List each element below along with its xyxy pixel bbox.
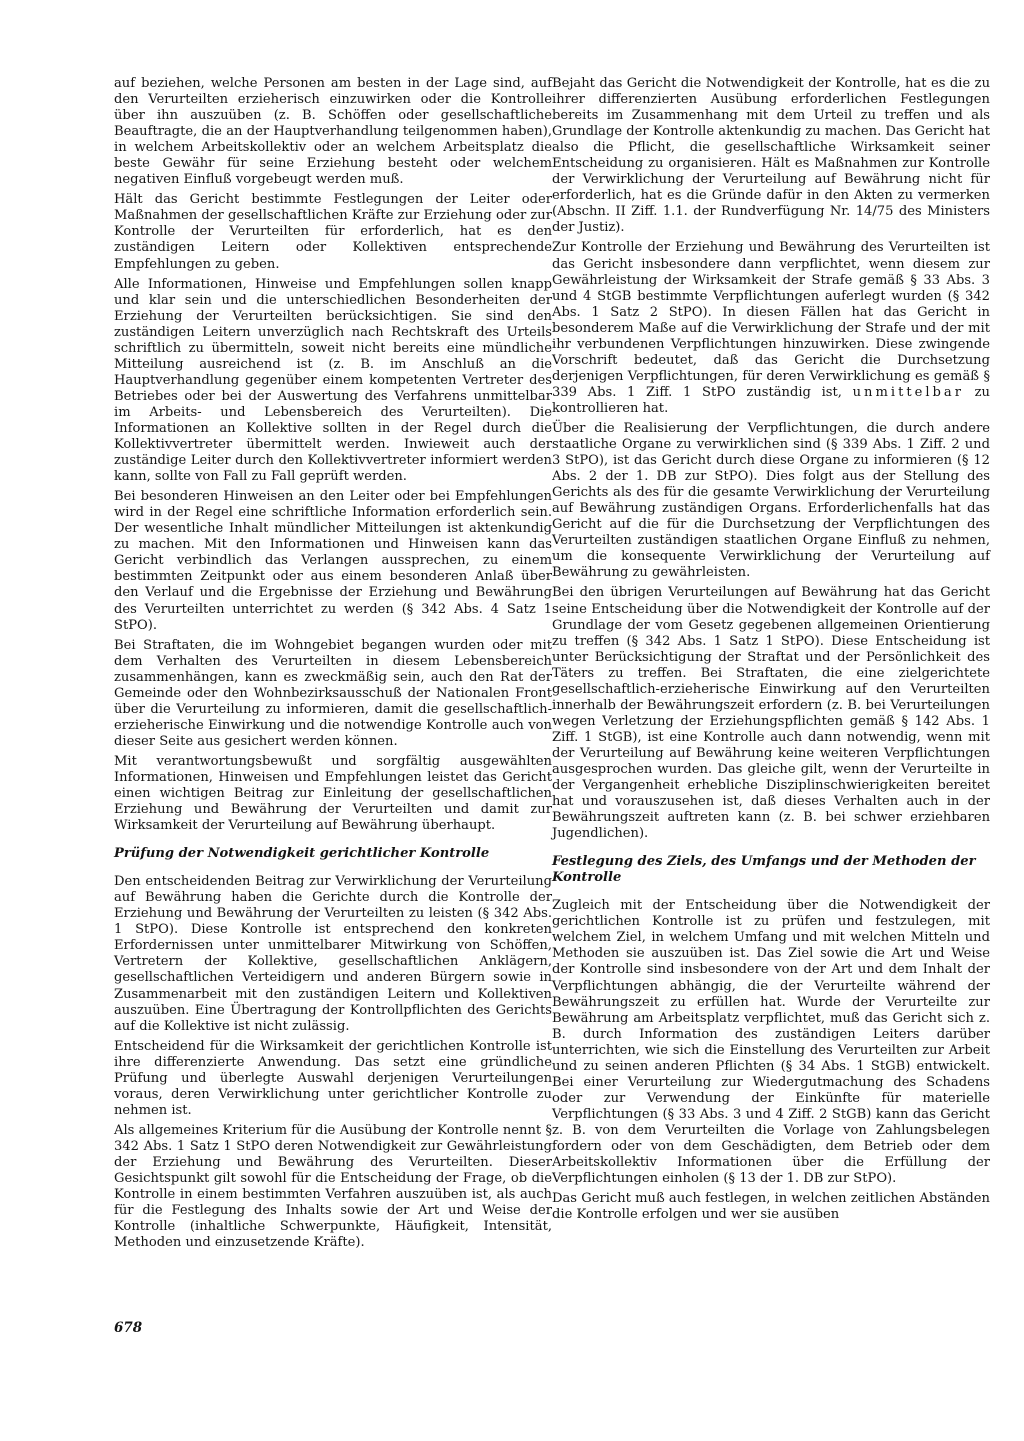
paragraph-text: zu kontrollieren hat. [552, 384, 990, 416]
paragraph: Entscheidend für die Wirksamkeit der gerichtlichen Kontrolle ist ihre differenzierte Anwendung. Das setzt eine gründliche Prüfung und überlegte Auswahl derjenigen Verurteilungen voraus, deren Verwirklichung unter gerichtlicher Kontrolle zu nehmen ist. [114, 1038, 552, 1118]
paragraph-text: Zur Kontrolle der Erziehung und Bewährung des Verurteilten ist das Gericht insbesondere dann verpflichtet, wenn diesem zur Gewährleistung der Wirksamkeit der Strafe gemäß § 33 Abs. 3 und 4 StGB bestimmte Verpflichtungen auferlegt wurden (§ 342 Abs. 1 Satz 2 StPO). In diesen Fällen hat das Gericht in besonderem Maße auf die Verwirklichung der Strafe und der mit ihr verbundenen Verpflichtungen hinzuwirken. Diese zwingende Vorschrift bedeutet, daß das Gericht die Durchsetzung derjenigen Verpflichtungen, für deren Verwirklichung es gemäß § 339 Abs. 1 Ziff. 1 StPO zuständig ist, [552, 240, 990, 400]
paragraph: Zugleich mit der Entscheidung über die Notwendigkeit der gerichtlichen Kontrolle ist zu prüfen und festzulegen, mit welchem Ziel, in welchem Umfang und mit welchen Mitteln und Methoden sie auszuüben ist. Das Ziel sowie die Art und Weise der Kontrolle sind insbesondere von der Art und dem Inhalt der Verpflichtungen abhängig, die der Verurteilte während der Bewährungszeit zu erfüllen hat. Wurde der Verurteilte zur Bewährung am Arbeitsplatz verpflichtet, muß das Gericht sich z. B. durch Information des zuständigen Leiters darüber unterrichten, wie sich die Einstellung des Verurteilten zur Arbeit und zu seinen anderen Pflichten (§ 34 Abs. 1 StGB) entwickelt. Bei einer Verurteilung zur Wiedergutmachung des Schadens oder zur Verwendung der Einkünfte für materielle Verpflichtungen (§ 33 Abs. 3 und 4 Ziff. 2 StGB) kann das Gericht z. B. von dem Verurteilten die Vorlage von Zahlungsbelegen fordern oder von dem Geschädigten, dem Betrieb oder dem Arbeitskollektiv Informationen über die Erfüllung der Verpflichtungen einholen (§ 13 der 1. DB zur StPO). [552, 898, 990, 1187]
paragraph: Bei besonderen Hinweisen an den Leiter oder bei Empfehlungen wird in der Regel eine schriftliche Information erforderlich sein. Der wesentliche Inhalt mündlicher Mitteilungen ist aktenkundig zu machen. Mit den Informationen und Hinweisen kann das Gericht verbindlich das Verlangen aussprechen, zu einem bestimmten Zeitpunkt oder aus einem besonderen Anlaß über den Verlauf und die Ergebnisse der Erziehung und Bewährung des Verurteilten unterrichtet zu werden (§ 342 Abs. 4 Satz 1 StPO). [114, 489, 552, 633]
paragraph: Mit verantwortungsbewußt und sorgfältig ausgewählten Informationen, Hinweisen und Empfehlungen leistet das Gericht einen wichtigen Beitrag zur Einleitung der gesellschaftlichen Erziehung und Bewährung der Verurteilten und damit zur Wirksamkeit der Verurteilung auf Bewährung überhaupt. [114, 753, 552, 834]
section-heading: Festlegung des Ziels, des Umfangs und der Methoden der Kontrolle [552, 854, 976, 886]
paragraph [552, 240, 990, 417]
paragraph: Als allgemeines Kriterium für die Ausübung der Kontrolle nennt § 342 Abs. 1 Satz 1 StPO deren Notwendigkeit zur Gewährleistung der Erziehung und Bewährung des Verurteilten. Dieser Gesichtspunkt gilt sowohl für die Entscheidung der Frage, ob die Kontrolle in einem bestimmten Verfahren auszuüben ist, als auch für die Festlegung des Inhalts sowie der Art und Weise der Kontrolle (inhaltliche Schwerpunkte, Häufigkeit, Intensität, Methoden und einzusetzende Kräfte). [114, 1122, 552, 1251]
section-heading: Prüfung der Notwendigkeit gerichtlicher Kontrolle [114, 846, 490, 862]
paragraph: auf beziehen, welche Personen am besten in der Lage sind, auf den Verurteilten erzieherisch einzuwirken oder die Kontrolle über ihn auszuüben (z. B. Schöffen oder gesellschaftliche Beauftragte, die an der Hauptverhandlung teilgenommen haben), in welchem Arbeitskollektiv oder an welchem Arbeitsplatz die beste Gewähr für seine Erziehung besteht oder welchem negativen Einfluß vorgebeugt werden muß. [114, 76, 552, 188]
paragraph: Alle Informationen, Hinweise und Empfehlungen sollen knapp und klar sein und die unterschiedlichen Besonderheiten der Erziehung der Verurteilten berücksichtigen. Sie sind den zuständigen Leitern unverzüglich nach Rechtskraft des Urteils schriftlich zu übermitteln, soweit nicht bereits eine mündliche Mitteilung ausreichend ist (z. B. im Anschluß an die Hauptverhandlung gegenüber einem kompetenten Vertreter des Betriebes oder bei der Auswertung des Verfahrens unmittelbar im Arbeits- und Lebensbereich des Verurteilten). Die Informationen an Kollektive sollten in der Regel durch die Kollektivvertreter übermittelt werden. Inwieweit auch der zuständige Leiter durch den Kollektivvertreter informiert werden kann, sollte von Fall zu Fall geprüft werden. [114, 276, 552, 485]
paragraph: Das Gericht muß auch festlegen, in welchen zeitlichen Abständen die Kontrolle erfolgen und wer sie ausüben [552, 1191, 990, 1223]
paragraph: Bejaht das Gericht die Notwendigkeit der Kontrolle, hat es die zu ihrer differenzierten Ausübung erforderlichen Festlegungen bereits im Zusammenhang mit dem Urteil zu treffen und als Grundlage der Kontrolle aktenkundig zu machen. Das Gericht hat also die Pflicht, die gesellschaftliche Wirksamkeit seiner Entscheidung zu organisieren. Hält es Maßnahmen zur Kontrolle der Verwirklichung der Verurteilung auf Bewährung nicht für erforderlich, hat es die Gründe dafür in den Akten zu vermerken (Abschn. II Ziff. 1.1. der Rundverfügung Nr. 14/75 des Ministers der Justiz). [552, 76, 990, 236]
page-number: 678 [114, 1320, 143, 1336]
left-column [114, 76, 552, 1255]
paragraph: Hält das Gericht bestimmte Festlegungen der Leiter oder Maßnahmen der gesellschaftlichen Kräfte zur Erziehung oder zur Kontrolle der Verurteilten für erforderlich, hat es den zuständigen Leitern oder Kollektiven entsprechende Empfehlungen zu geben. [114, 192, 552, 272]
paragraph: Bei den übrigen Verurteilungen auf Bewährung hat das Gericht seine Entscheidung über die Notwendigkeit der Kontrolle auf der Grundlage der vom Gesetz gegebenen allgemeinen Orientierung zu treffen (§ 342 Abs. 1 Satz 1 StPO). Diese Entscheidung ist unter Berücksichtigung der Straftat und der Persönlichkeit des Täters zu treffen. Bei Straftaten, die eine zielgerichtete gesellschaftlich-erzieherische Einwirkung auf den Verurteilten innerhalb der Bewährungszeit erfordern (z. B. bei Verurteilungen wegen Verletzung der Erziehungspflichten gemäß § 142 Abs. 1 Ziff. 1 StGB), ist eine Kontrolle auch dann notwendig, wenn mit der Verurteilung auf Bewährung keine weiteren Verpflichtungen ausgesprochen wurden. Das gleiche gilt, wenn der Verurteilte in der Vergangenheit erhebliche Disziplinschwierigkeiten bereitet hat und vorauszusehen ist, daß dieses Verhalten auch in der Bewährungszeit auftreten kann (z. B. bei schwer erziehbaren Jugendlichen). [552, 585, 990, 842]
right-column [552, 76, 990, 1227]
paragraph: Bei Straftaten, die im Wohngebiet begangen wurden oder mit dem Verhalten des Verurteilten in diesem Lebensbereich zusammenhängen, kann es zweckmäßig sein, auch den Rat der Gemeinde oder den Wohnbezirksausschuß der Nationalen Front über die Verurteilung zu informieren, damit die gesellschaftlich-erzieherische Einwirkung und die notwendige Kontrolle auch von dieser Seite aus gesichert werden können. [114, 637, 552, 749]
paragraph: Den entscheidenden Beitrag zur Verwirklichung der Verurteilung auf Bewährung haben die Gerichte durch die Kontrolle der Erziehung und Bewährung der Verurteilten zu leisten (§ 342 Abs. 1 StPO). Diese Kontrolle ist entsprechend den konkreten Erfordernissen unter unmittelbarer Mitwirkung von Schöffen, Vertretern der Kollektive, gesellschaftlichen Anklägern, gesellschaftlichen Verteidigern und anderen Bürgern sowie in Zusammenarbeit mit den zuständigen Leitern und Kollektiven auszuüben. Eine Übertragung der Kontrollpflichten des Gerichts auf die Kollektive ist nicht zulässig. [114, 874, 552, 1034]
paragraph: Über die Realisierung der Verpflichtungen, die durch andere staatliche Organe zu verwirklichen sind (§ 339 Abs. 1 Ziff. 2 und 3 StPO), ist das Gericht durch diese Organe zu informieren (§ 12 Abs. 2 der 1. DB zur StPO). Dies folgt aus der Stellung des Gerichts als des für die gesamte Verwirklichung der Verurteilung auf Bewährung zuständigen Organs. Erforderlichenfalls hat das Gericht auf die für die Durchsetzung der Verpflichtungen des Verurteilten zuständigen staatlichen Organe Einfluß zu nehmen, um die konsequente Verwirklichung der Verurteilung auf Bewährung zu gewährleisten. [552, 420, 990, 581]
emphasized-word: unmittelbar [852, 384, 964, 400]
